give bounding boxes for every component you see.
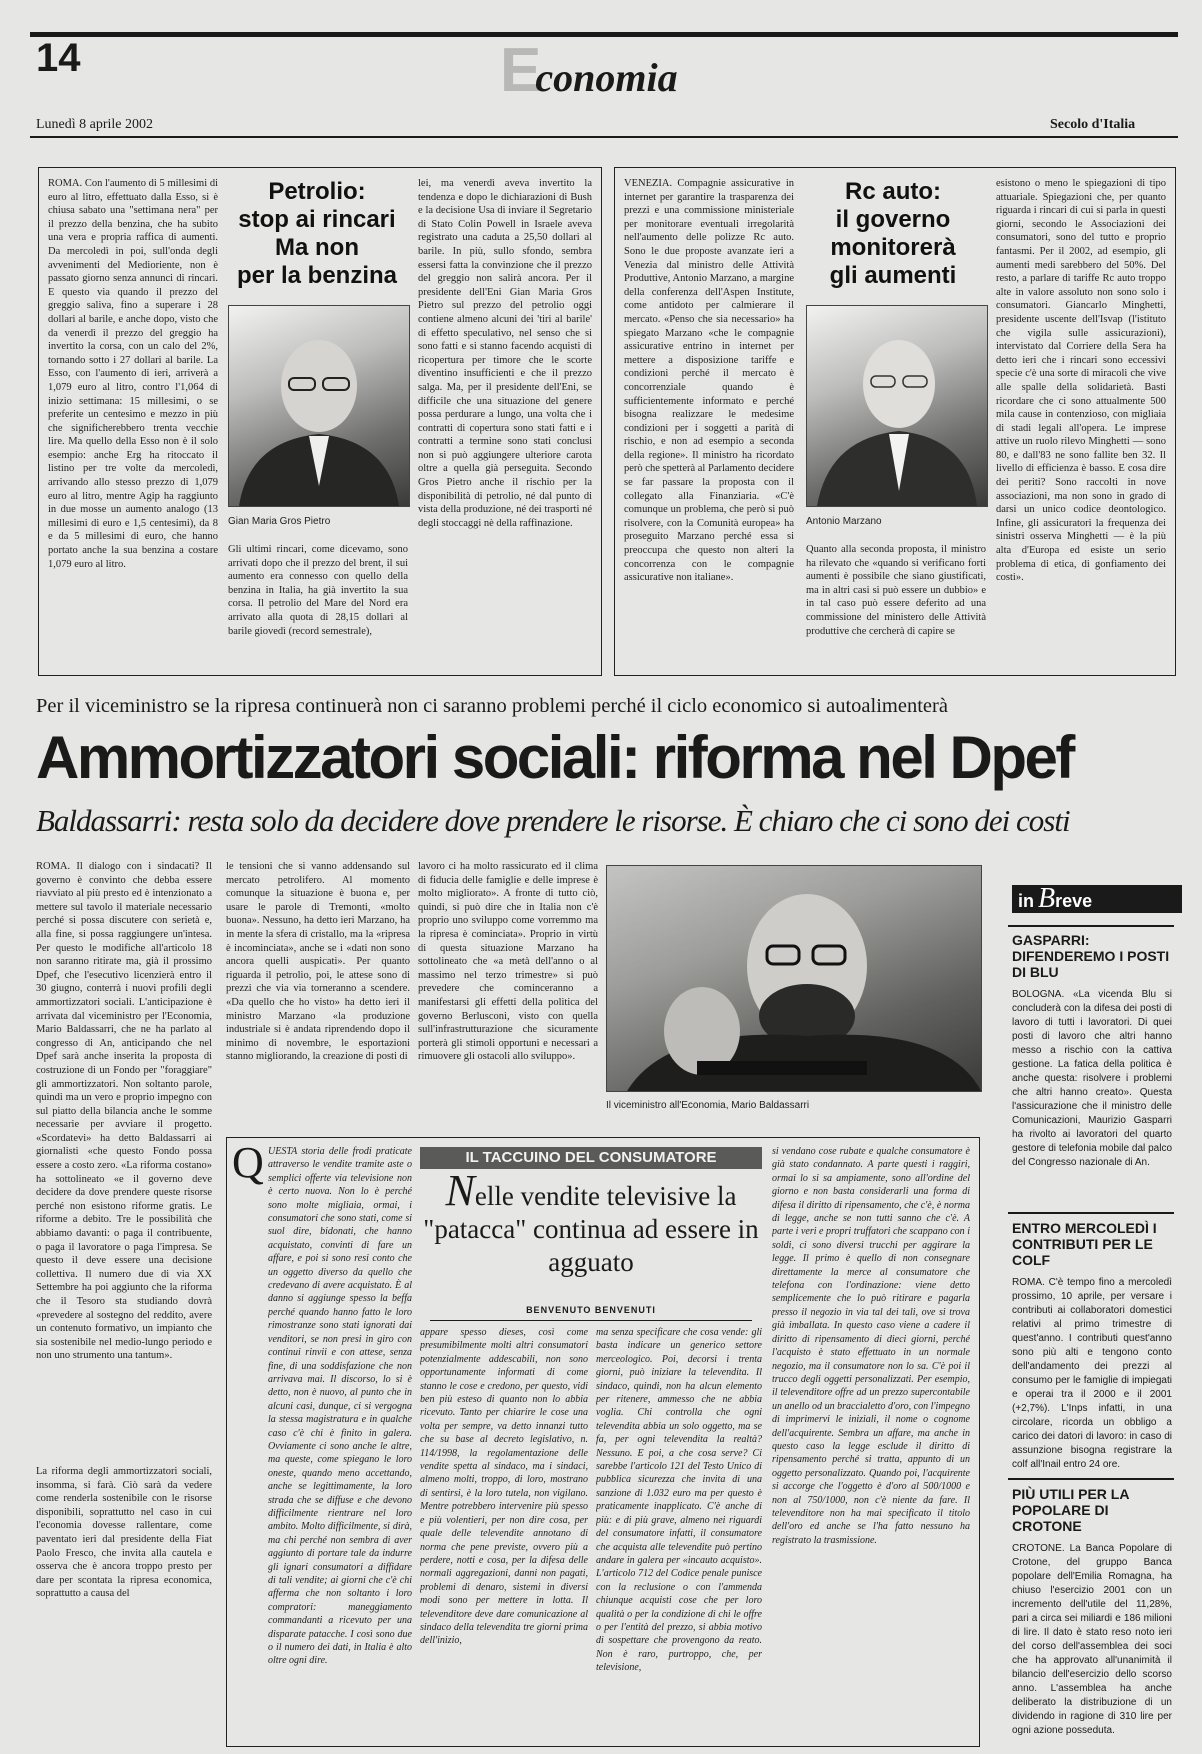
inbreve-item-2-text: ROMA. C'è tempo fino a mercoledì prossimo, 10 aprile, per versare i contributi ai collaboratori domestici relativi al primo trimestre di quest'anno. I contributi quest'anno sono più alti e tengono conto dell'andamento dei prezzi al consumo per le famiglie di impiegati e operai tra il 2000 e il 2001 (+2,7%). L'Inps infatti, in una circolare, ricorda un obbligo a carico dei datori di lavoro: in caso di assunzione bisogna registrare la colf all'Inail entro 24 ore. xyxy=(1012,1277,1172,1470)
inbreve-label-in: in xyxy=(1018,891,1034,911)
rcauto-column-2: Quanto alla seconda proposta, il ministro ha rilevato che «quando si verificano forti aumenti è possibile che siano giustificati, ma in altri casi si può essere un dubbio» e in tal caso può essere deferito ad una commissione del ministero delle Attività produttive che cercherà di capire se xyxy=(806,544,986,637)
petrolio-headline xyxy=(224,178,410,290)
inbreve-label-rest: reve xyxy=(1055,891,1093,911)
newspaper-name: Secolo d'Italia xyxy=(1050,117,1136,132)
rcauto-headline-line-3: monitorerà xyxy=(830,234,956,261)
ammortizzatori-column-1b: La riforma degli ammortizzatori sociali, insomma, si farà. Ciò sarà da vedere come renderla sostenibile con le risorse disponibili, soprattutto nel caso in cui l'economia dovesse rallentare, come paventato ieri dal presidente della Fiat Paolo Fresco, che invita alla cautela e osserva che è ancora troppo presto per dare per scontata la ripresa economica, soprattutto a causa del xyxy=(36,1466,212,1600)
header-bottom-rule xyxy=(30,136,1178,138)
section-title xyxy=(500,36,678,106)
inbreve-label xyxy=(1012,885,1182,913)
petrolio-headline-line-4: per la benzina xyxy=(236,262,398,289)
portrait-silhouette-2 xyxy=(807,306,987,506)
inbreve-rule-1 xyxy=(1008,925,1174,927)
inbreve-item-1 xyxy=(1012,932,1172,1170)
taccuino-drop-cap: Q xyxy=(232,1138,264,1187)
taccuino-far-column: si vendano cose rubate e qualche consumatore è già stato condannato. A parte questi i raggiri, ormai lo si sa ampiamente, sono all'ordine del giorno e non basta considerarli una forma di difesa il diritto di ripensamento, che c'è, è norma di legge, anche se non tutti sanno che c'è. A parte i veri e propri truffatori che scappano con i soldi, ci sono diversi trucchi per aggirare la legge. Il primo è quello di non consegnare direttamente la merce al consumatore che telefona con l'ordinazione: viene detto semplicemente che lo può ritirare e pagarla presso il negozio in via tal dei tali, ove si trova già imballata. In questo caso viene a cadere il diritto di ripensamento di dieci giorni, perché l'acquisto è stato effettuato in un normale negozio, ma il consumatore non lo sa. C'è poi il trucco degli oggetti personalizzati. Per esempio, il televenditore offre ad un prezzo supercontabile un anello od un braccialetto d'oro, con l'impegno di imprimervi le iniziali, il nome o cognome dell'acquirente. Sembra un affare, ma anche in questo caso la legge esclude il diritto di ripensamento perché si tratta, appunto di un oggetto personalizzato. Quando poi, l'acquirente si accorge che l'oggetto è d'oro al 500/1000 e non al 750/1000, non c'è niente da fare. Il televenditore non ha mai specificato il titolo dell'oro ed anche se l'ha fatto nessuno ha registrato la trasmissione. xyxy=(772,1146,970,1546)
taccuino-right-column: ma senza specificare che cosa vende: gli basta indicare un generico settore merceologico. Poi, decorsi i trenta giorni, può iniziare la televendita. Il sindaco, quindi, non ha alcun elemento per ritenere, ammesso che ne abbia voglia. Chi controlla che ogni televendita abbia un solo oggetto, ma se fa, per ogni televendita la realtà? Nessuno. E poi, a che cosa serve? Ci sarebbe l'articolo 121 del Testo Unico di pubblica sicurezza che invita di una sanzione di 1.032 euro ma per questo è praticamente inapplicato. C'è anche di più: e di più grave, almeno nei riguardi del consumatore infatti, il consumatore che acquista alle televendite può pertino andare in galera per «incauto acquisto». L'articolo 712 del Codice penale punisce con la reclusione o con l'ammenda chiunque acquisti cose che per loro qualità o per la condizione di chi le offre o per l'entità del prezzo, si abbia motivo di sospettare che provengono da reato. Non è raro, purtroppo, che, per televisione, xyxy=(596,1327,762,1674)
section-rest: conomia xyxy=(535,55,678,100)
taccuino-headline-initial: N xyxy=(445,1166,475,1215)
inbreve-item-1-title: GASPARRI: DIFENDEREMO I POSTI DI BLU xyxy=(1012,932,1170,980)
baldassarri-photo xyxy=(606,865,982,1092)
taccuino-banner: IL TACCUINO DEL CONSUMATORE xyxy=(420,1147,762,1169)
petrolio-column-2: Gli ultimi rincari, come dicevamo, sono arrivati dopo che il prezzo del brent, il sui aumento era connesso con quello della benzina in Italia, ha già invertito la sua corsa. Il petrolio del Mare del Nord era arrivato alla quota di 28,15 dollari al barile giovedì (record semestrale), xyxy=(228,544,408,637)
taccuino-left-column: UESTA storia delle frodi praticate attraverso le vendite tramite aste o semplici offerte via televisione non è certo nuova. Non lo è perché sono molte migliaia, ormai, i consumatori che sono stati, come si suol dire, bidonati, che hanno acquistato, convinti di fare un affare, e poi si sono resi conto che un oggetto diverso da quello che credevano di avere acquistato. È al danno si aggiunge spesso la beffa perché quando hanno fatto le loro rimostranze sono stati ignorati dai venditori, se non presi in giro con continui rinvii e con attese, senza fine, di una soddisfazione che non arrivava mai. Il discorso, lo si è detto, non è nuovo, al punto che in alcuni casi, dunque, ci si vergogna la stessa magistratura e in qualche caso c'è chi è finito in galera. Ovviamente ci sono anche le altre, ma queste, come spiegano le loro oneste, quando meno accettando, anche se legittimamente, la loro strada che se diffuse e che devono difficilmente rientrare nel loro ambito. Molto difficilmente, si dirà, ma chi perché non sembra di aver aggiunto di portare tale da indurre gli ignari consumatori a diffidare di tali vendite; ai giorni che c'è chi afferma che non soltanto i loro compratori: maneggiamento commandanti a ricevuto per una disparate patacche. I così sono due o il numero dei dati, in Italia è alto oltre ogni dire. xyxy=(268,1146,412,1667)
top-rule xyxy=(30,32,1178,37)
inbreve-item-3-title: PIÙ UTILI PER LA POPOLARE DI CROTONE xyxy=(1012,1486,1129,1534)
baldassarri-caption: Il viceministro all'Economia, Mario Baldassarri xyxy=(606,1100,810,1111)
ammortizzatori-column-1: ROMA. Il dialogo con i sindacati? Il governo è convinto che debba essere riavviato al più presto ed è intenzionato a mettere sul tavolo il materiale necessario perché si possa discutere con serietà e, alla fine, si possa raggiungere un'intesa. Per questo le modifiche all'articolo 18 non saranno ritirate ma, già il prossimo Dpef, che l'esecutivo licenzierà entro il 30 giugno, conterrà i nuovi profili degli ammortizzatori sociali. L'anticipazione è arrivata dal viceministro per l'Economia, Mario Baldassarri, che ne ha parlato al congresso di An, anticipando che nel Dpef sarà anche inserita la proposta di costruzione di un Fondo per "foraggiare" gli ammortizzatori. Non soltanto parole, quindi ma un vero e proprio impegno con sul piatto della bilancia anche le somme necessarie per avviare il progetto. «Scordatevi» ha detto Baldassarri ai giornalisti «che questo Fondo possa essere a costo zero. «La riforma costano» ha sottolineato «e il governo deve decidere da dove prendere queste risorse perché non esistono riforme gratis. Le riforme a debito. Tre le possibilità che abbiamo davanti: o paga il contribuente, o paga il lavoratore o paga l'impresa. Se questo il deve essere una decisione collettiva. Il numero due di via XX Settembre ha poi aggiunto che la riforma che il Tesoro sta studiando dovrà «prevedere al sostegno del reddito, avere un contenuto formativo, un impianto che sia sostenibile nel medio-lungo periodo e non uno strumento una tantum». xyxy=(36,861,212,1362)
ammortizzatori-column-2: le tensioni che si vanno addensando sul mercato petrolifero. Al momento comunque la situazione è buona e, per usare le parole di Tremonti, «molto buona». Nessuno, ha detto ieri Marzano, ha in mente la sfera di cristallo, ma la «ripresa è incominciata», anche se i «dati non sono ancora quelli auspicati». Per quanto riguarda il petrolio, poi, le attese sono di prezzi che via via torneranno a scendere. «Da quello che ho visto» ha detto ieri il ministro Marzano «la produzione industriale si è andata riprendendo dopo il minimo di novembre, le esportazioni stanno migliorando, la creazione di posti di xyxy=(226,861,410,1063)
inbreve-rule-3 xyxy=(1008,1478,1174,1480)
petrolio-headline-line-1: Petrolio: xyxy=(268,178,366,205)
petrolio-column-3: lei, ma venerdì aveva invertito la tendenza e dopo le dichiarazioni di Bush e la decisione Usa di inviare il Segretario di Stato Colin Powell in Israele aveva registrato una caduta a 25,50 dollari al barile. In più, sullo sfondo, sembra essersi fatta la convinzione che il prezzo del greggio non salirà ancora. Per il presidente dell'Eni Gian Maria Gros Pietro sul prezzo del petrolio oggi contiene almeno alcuni dei 'tiri al barile' di effetto speculativo, nel senso che si sono fatti e si stanno facendo acquisti di ricopertura per timore che le scorte diventino insufficienti e che il prezzo salga. Ma, per il presidente dell'Eni, se difficile che una situazione del genere possa perdurare a lungo, una volta che i contratti di copertura sono stati fatti e i contratti a termine sono stati conclusi non si può aggiungere ulteriore carota oltre a quella già perseguita. Secondo Gros Pietro anche il rischio per la disponibilità di petrolio, né dal punto di vista della produzione, né dei trasporti né degli stoccaggi nè della raffinazione. xyxy=(418,178,592,529)
ammortizzatori-subtitle: Baldassarri: resta solo da decidere dove prendere le risorse. È chiaro che ci sono dei costi xyxy=(36,803,1070,838)
gros-pietro-photo xyxy=(228,305,410,507)
taccuino-headline-text: elle vendite televisive la "patacca" continua ad essere in agguato xyxy=(423,1181,759,1277)
inbreve-item-3 xyxy=(1012,1486,1172,1738)
ammortizzatori-kicker: Per il viceministro se la ripresa continuerà non ci saranno problemi perché il ciclo economico si autoalimenterà xyxy=(36,695,948,717)
petrolio-headline-line-2: stop ai rincari xyxy=(238,206,396,233)
ammortizzatori-headline: Ammortizzatori sociali: riforma nel Dpef xyxy=(36,724,1073,791)
inbreve-item-3-text: CROTONE. La Banca Popolare di Crotone, del gruppo Banca popolare dell'Emilia Romagna, ha chiuso l'esercizio 2001 con un incremento dell'utile del 11,28%, pari a circa sei miliardi e 186 milioni di lire. Il dato è stato reso noto ieri del corso dell'assemblea dei soci che ha approvato all'unanimità il bilancio dell'esercizio dello scorso anno. L'assemblea ha anche deliberato la distribuzione di un dividendo in ragione di 310 lire per ogni azione posseduta. xyxy=(1012,1543,1172,1736)
petrolio-column-1: ROMA. Con l'aumento di 5 millesimi di euro al litro, effettuato dalla Esso, si è chiusa sabato una "settimana nera" per il prezzo della benzina, che ha subito una vera e propria raffica di aumenti. Da mercoledì in poi, sull'onda degli avvenimenti del Medioriente, non è passato giorno senza annunci di rincari. E questo via quando il prezzo del greggio saliva, fino a superare i 28 dollari al barile, e anche dopo, visto che da venerdì il prezzo del greggio ha invertito la corsa, con un calo del 2%, tornando sotto i 27 dollari al barile. La Esso, con l'aumento di ieri, arriverà a 1,079 euro al litro, contro l'1,064 di inizio settimana: 15 millesimi, o se preferite un centesimo e mezzo in più che significherebbero trenta vecchie lire. Ma quello della Esso non è il solo esempio: anche Erg ha ritoccato il listino per tre volte da mercoledì, arrivando allo stesso prezzo di 1,079 euro al litro, mentre Agip ha raggiunto in due mosse un aumento analogo (13 millesimi di euro e 1,5 centesimi), da 8 e da 5 millesimi di euro, che hanno portato anche la sua benzina a costare 1,079 euro al litro. xyxy=(48,178,218,570)
inbreve-rule-2 xyxy=(1008,1212,1174,1214)
baldassarri-silhouette xyxy=(607,866,981,1091)
rcauto-column-3: esistono o meno le spiegazioni di tipo attuariale. Spiegazioni che, per quanto riguarda i rincari di cui si parla in questi giorni, secondo le Associazioni dei consumatori, sono del tutto e proprio fantasmi. Per il 2002, ad esempio, gli aumenti medi sarebbero del 50%. Del resto, a parlare di tariffe Rc auto troppo alte in valore assoluto non sono solo i consumatori. Giancarlo Minghetti, presidente uscente dell'Isvap (l'istituto che vigila sulle assicurazioni), intervistato dal Corriere della Sera ha detto ieri che i rincari sono eccessivi specie c'è una sorte di miracoli che vive alle spalle della solidarietà. Basti ricordare che ci sono attualmente 500 mila cause in contenzioso, con migliaia di stadi legali all'opera. Le imprese attive un ruolo rilevo Minghetti — sono 80, e dall'83 ne sono fallite ben 32. Il livello di efficienza è basso. E cosa dire dei periti? Sono raccolti in nove associazioni, ma non sono in grado di darsi un unico codice deontologico. Infine, gli assicuratori la frequenza dei sinistri osserva Minghetti — è la più alta d'Europa ed esiste un serio problema di etica, di gonfiamento dei costi». xyxy=(996,178,1166,584)
issue-date: Lunedì 8 aprile 2002 xyxy=(36,117,154,132)
petrolio-headline-line-3: Ma non xyxy=(275,234,359,261)
ammortizzatori-column-3: lavoro ci ha molto rassicurato ed il clima di fiducia delle famiglie e delle imprese è molto migliorato». A fronte di tutto ciò, quindi, si può dire che in Italia non c'è proprio uno sviluppo come vorremmo ma la ripresa è cominciata». Proprio in virtù di questa situazione Marzano ha sottolineato che «a metà dell'anno o al massimo nel terzo trimestre» si può prevedere che cominceranno a manifestarsi gli effetti della politica del governo Berlusconi, visto con quella sull'infrastrutturazione che sicuramente porterà gli stimoli opportuni e necessari a rimuovere gli ostacoli allo sviluppo». xyxy=(418,861,598,1063)
marzano-photo xyxy=(806,305,988,507)
marzano-caption: Antonio Marzano xyxy=(806,516,882,527)
taccuino-headline xyxy=(420,1166,762,1279)
inbreve-item-2 xyxy=(1012,1220,1172,1472)
rcauto-headline-line-4: gli aumenti xyxy=(829,262,957,289)
inbreve-item-1-text: BOLOGNA. «La vicenda Blu si concluderà con la difesa dei posti di lavoro di tutti i lavoratori. Di quei posti di lavoro che altri hanno messo a rischio con la cattiva gestione. La fatica della politica è anche questa: risolvere i problemi che altri hanno creato». Questa l'assicurazione che il ministro delle Comunicazioni, Maurizio Gasparri ha rivolto ai lavoratori del quarto gestore di telefonia mobile dal palco del Congresso nazionale di An. xyxy=(1012,989,1172,1168)
taccuino-byline-rule xyxy=(430,1320,752,1321)
inbreve-item-2-title: ENTRO MERCOLEDÌ I CONTRIBUTI PER LE COLF xyxy=(1012,1220,1157,1268)
taccuino-mid-column: appare spesso dieses, così come presumibilmente molti altri consumatori potenzialmente addescabili, non sono opportunamente informati di come stanno le cose e credono, per questo, vidi ben più esteso di quanto non lo abbia ricevuto. Tanto per chiarire le cose una volta per sempre, va detto innanzi tutto che su base al decreto legislativo, n. 114/1998, la regolamentazione delle vendite spetta al sindaco, ma i sindaci, almeno molti, troppo, di loro, mostrano di sentirsi, è la loro tutela, non vigilano. Mentre potrebbero intervenire più spesso e più volentieri, per non dire cosa, per quale delle televendite annotano di norma che pene previste, ovvero più a perdere, notti e cosa, per la difesa delle normali aggregazioni, danni non pagati, problemi di denaro, sistemi in diversi modi sono per mettere in lotta. Il televenditore deve dare comunicazione al sindaco della televendita tre giorni prima dell'inizio, xyxy=(420,1327,588,1647)
page-number: 14 xyxy=(36,36,81,80)
rcauto-column-1: VENEZIA. Compagnie assicurative in internet per garantire la trasparenza dei prezzi e una commissione ministeriale per monitorare eventuali irregolarità nell'aumento delle polizze Rc auto. Sono le due proposte avanzate ieri a Venezia dal ministro delle Attività Produttive, Antonio Marzano, a margine della conferenza dell'Aspen Institute, come antidoto per calmierare il mercato. «Penso che sia necessario» ha spiegato Marzano «che le compagnie assicurative entrino in internet per mettere a disposizione tariffe e condizioni perché il mercato è concorrenziale quando è sufficientemente informato e perché bisogna realizzare le medesime condizioni per i soggetti a parità di rischio, e non ad esempio a seconda della regione». Il ministro ha ricordato però che spetterà al Parlamento decidere se far passare la proposta con il collegato alla Finanziaria. «C'è comunque un problema, che però si può risolvere, con la Comunità europea» ha proseguito Marzano perché essa si preoccupa che questo non alteri la concorrenza con le compagnie assicurative non italiane». xyxy=(624,178,794,584)
rcauto-headline-line-1: Rc auto: xyxy=(845,178,941,205)
rcauto-headline-line-2: il governo xyxy=(835,206,951,233)
rcauto-headline xyxy=(800,178,986,290)
taccuino-byline: BENVENUTO BENVENUTI xyxy=(526,1305,656,1315)
portrait-silhouette xyxy=(229,306,409,506)
inbreve-label-b: B xyxy=(1038,883,1056,914)
gros-pietro-caption: Gian Maria Gros Pietro xyxy=(228,516,331,527)
section-initial: E xyxy=(500,36,542,105)
